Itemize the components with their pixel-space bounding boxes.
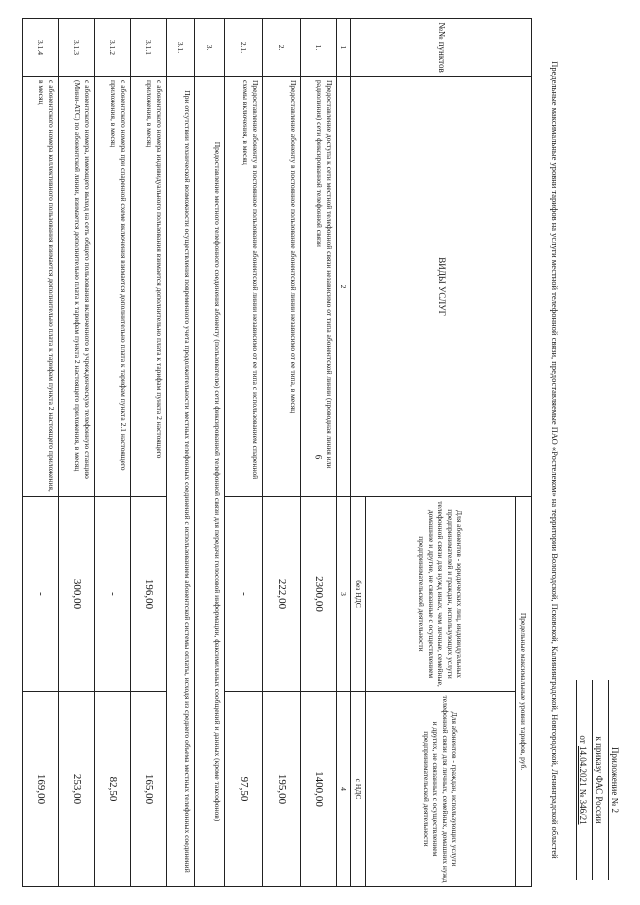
- table-row: [167, 19, 195, 887]
- row-num: 2.1.: [225, 19, 263, 77]
- row-text: с абонентского номера индивидуального пользования взимается дополнительно плата к тарифам пункта 2 настоящего приложения, в месяц: [131, 77, 167, 497]
- table-row: [263, 19, 301, 887]
- header-levels-caption: Предельные максимальные уровни тарифов, руб.: [516, 497, 532, 887]
- row-value-with-vat: 1400,00: [301, 692, 337, 887]
- row-value-with-vat: 195,00: [263, 692, 301, 887]
- row-num: 3.1.1: [131, 19, 167, 77]
- row-text: Предоставление местного телефонного соединения абоненту (пользователю) сети фиксированной телефонной связи для передачи голосовой информации, факсимильных сообщений и данных (кроме таксофонов): [195, 77, 225, 887]
- row-text: с абонентского номера, имеющего выход на сеть общего пользования включенного в учрежденческую телефонную станцию (Мини-АТС) по абонентской линии, взимается дополнительно плата к тарифам пункта 2 настоящего приложения, в месяц: [59, 77, 95, 497]
- row-value-no-vat: 222,00: [263, 497, 301, 692]
- appendix-number: Приложение № 2: [608, 680, 620, 880]
- table-row: [95, 19, 131, 887]
- page-number: 6: [313, 454, 324, 460]
- table-row: [195, 19, 225, 887]
- row-text: Предоставление доступа к сети местной телефонной связи независимо от типа абонентской линии (проводная линия или радиолиния) сети фиксированной телефонной связи: [301, 77, 337, 497]
- row-num: 3.1.4: [23, 19, 59, 77]
- header-colnum-3: 3: [337, 497, 352, 692]
- table-row: [225, 19, 263, 887]
- row-num: 2.: [263, 19, 301, 77]
- row-num: 3.1.3: [59, 19, 95, 77]
- table-row: [131, 19, 167, 887]
- row-text: с абонентского номера при спаренной схеме включения взимается дополнительно плата к тарифам пункта 2.1 настоящего приложения, в месяц: [95, 77, 131, 497]
- row-value-no-vat: -: [23, 497, 59, 692]
- appendix-date-prefix: от: [578, 735, 588, 744]
- row-text: При отсутствии технической возможности осуществления повременного учета продолжительности местных телефонных соединений с использованием абонентской системы оплаты, исходя из среднего объема местных телефонных соединений: [167, 77, 195, 887]
- header-group-citizens: Для абонентов - граждан, использующих услуги телефонной связи для личных, семейных, домашних нужд и других, не связанных с осуществлением предпринимательской деятельности: [366, 692, 516, 887]
- header-with-vat: с НДС: [351, 692, 366, 887]
- row-value-no-vat: 2300,00: [301, 497, 337, 692]
- row-value-with-vat: 169,00: [23, 692, 59, 887]
- row-num: 3.1.2: [95, 19, 131, 77]
- row-value-with-vat: 165,00: [131, 692, 167, 887]
- row-value-with-vat: 253,00: [59, 692, 95, 887]
- row-value-no-vat: 196,00: [131, 497, 167, 692]
- header-group-legal: Для абонентов - юридических лиц, индивидуальных предпринимателей и граждан, использующих услуги телефонной связи для нужд иных, чем личные, семейные, домашние и другие, не связанные с осуществлением предпринимательской деятельности: [366, 497, 516, 692]
- table-row: [23, 19, 59, 887]
- row-text: Предоставление абоненту в постоянное пользование абонентской линии независимо от ее типа с использованием спаренной схемы включения, в месяц: [225, 77, 263, 497]
- appendix-order-date: [576, 680, 588, 880]
- document-title: Предельные максимальные уровни тарифов на услуги местной телефонной связи, предоставляемые ПАО «Ростелеком» на территории Вологодской, Псковской, Калининградской, Новгородской, Ленинградской областей: [550, 61, 560, 859]
- tariff-table: [22, 18, 532, 887]
- row-value-no-vat: -: [225, 497, 263, 692]
- table-row: [59, 19, 95, 887]
- header-services: ВИДЫ УСЛУГ: [351, 77, 532, 497]
- row-num: 3.1.: [167, 19, 195, 77]
- header-colnum-4: 4: [337, 692, 352, 887]
- row-value-no-vat: -: [95, 497, 131, 692]
- row-text: Предоставление абоненту в постоянное пользование абонентской линии независимо от ее типа, в месяц: [263, 77, 301, 497]
- row-text: с абонентского номера коллективного пользования взимается дополнительно плата к тарифам пункта 2 настоящего приложения, в месяц: [23, 77, 59, 497]
- header-no-vat: без НДС: [351, 497, 366, 692]
- row-num: 3.: [195, 19, 225, 77]
- header-colnum-1: 1: [337, 19, 352, 77]
- row-value-with-vat: 82,50: [95, 692, 131, 887]
- header-colnum-2: 2: [337, 77, 352, 497]
- appendix-order-ref: к приказу ФАС России: [592, 680, 604, 880]
- appendix-date-value: 14.04.2021 № 346/21: [578, 745, 588, 825]
- row-num: 1.: [301, 19, 337, 77]
- row-value-no-vat: 300,00: [59, 497, 95, 692]
- row-value-with-vat: 97,50: [225, 692, 263, 887]
- header-num: №№ пунктов: [351, 19, 532, 77]
- table-row: [301, 19, 337, 887]
